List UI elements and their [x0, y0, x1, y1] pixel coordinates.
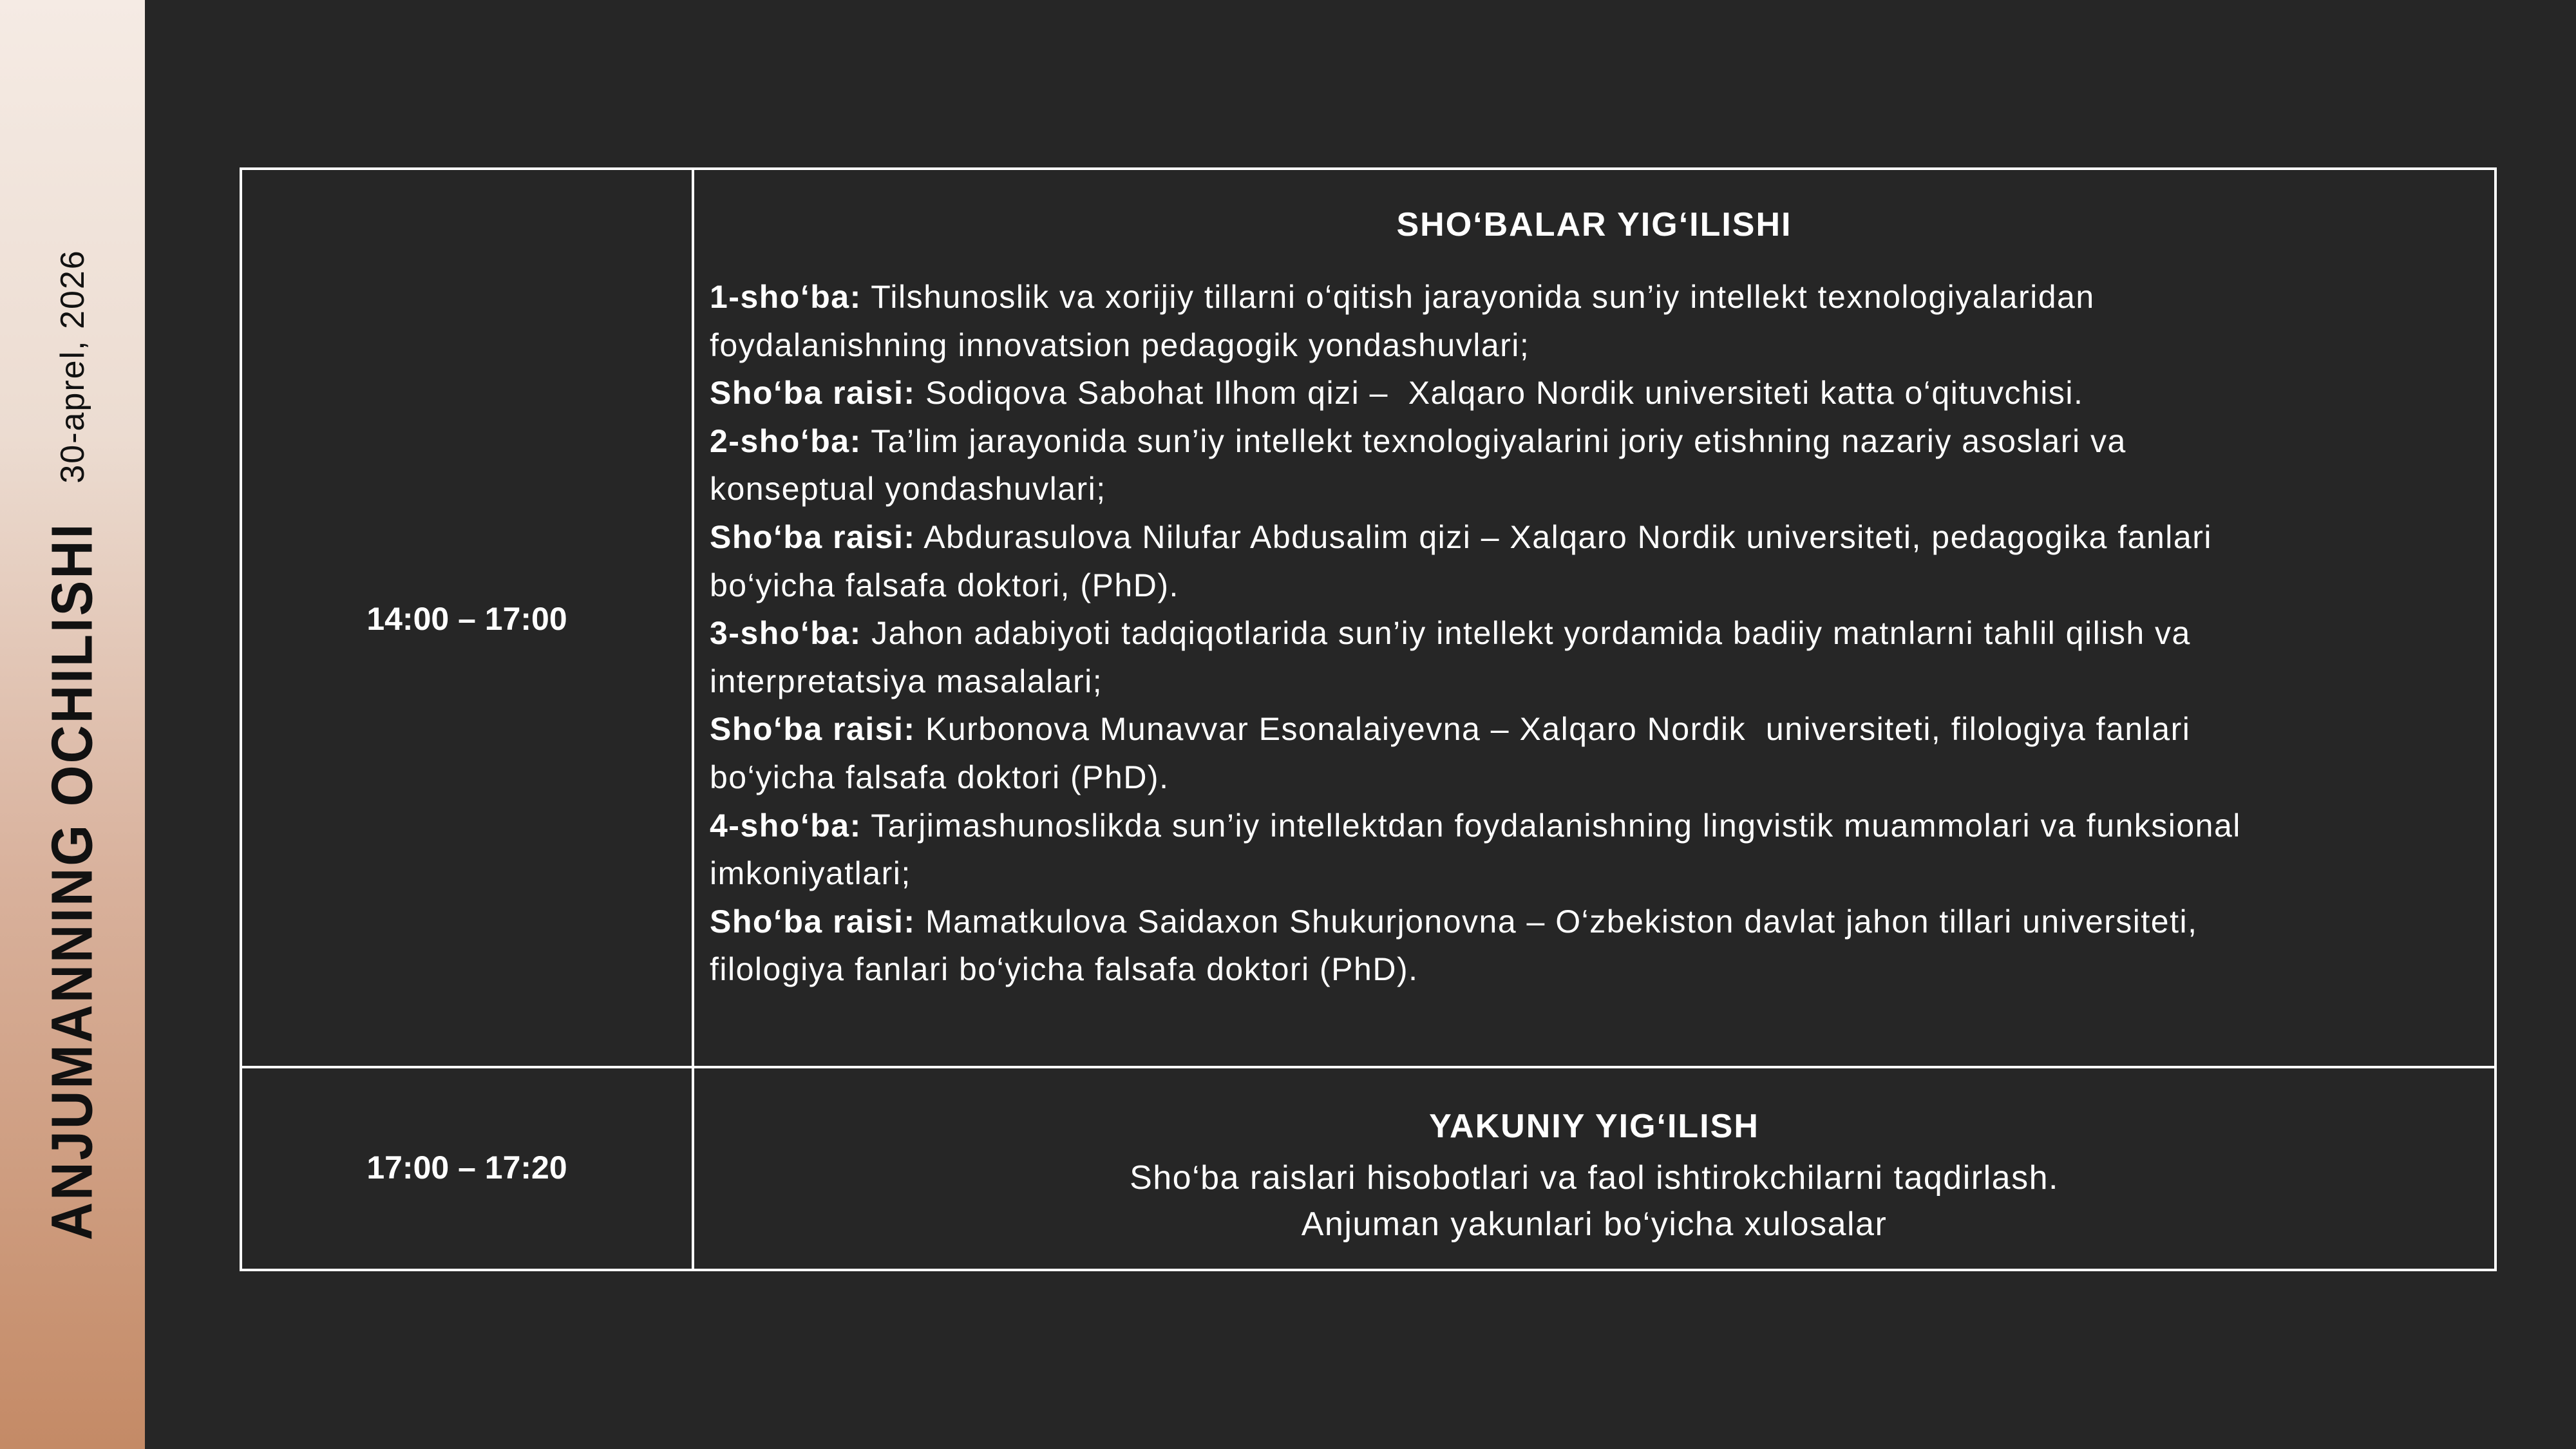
sidebar-vertical-text [0, 0, 145, 1449]
row1-heading: SHO‘BALAR YIG‘ILISHI [1396, 206, 1792, 243]
item-text-continued: foydalanishning innovatsion pedagogik yondashuvlari; [710, 327, 1530, 363]
row2-line1: Sho‘ba raislari hisobotlari va faol ishtirokchilarni taqdirlash. [1130, 1159, 2059, 1197]
list-item [710, 417, 2241, 466]
item-text-continued: interpretatsiya masalalari; [710, 663, 1103, 699]
list-item [710, 705, 2241, 753]
item-label: 4-sho‘ba: [710, 807, 862, 844]
row2-content [694, 1068, 2494, 1269]
list-item [710, 609, 2241, 658]
row2-time: 17:00 – 17:20 [366, 1150, 567, 1186]
list-item [710, 369, 2241, 417]
item-text: Sodiqova Sabohat Ilhom qizi – Xalqaro Nordik universiteti katta o‘qituvchisi. [915, 375, 2084, 412]
sidebar-title: ANJUMANNING OCHILISHI [39, 522, 105, 1240]
item-text-continued: bo‘yicha falsafa doktori (PhD). [710, 759, 1170, 795]
item-text: Abdurasulova Nilufar Abdusalim qizi – Xalqaro Nordik universiteti, pedagogika fanlari [915, 518, 2212, 555]
item-text: Tilshunoslik va xorijiy tillarni o‘qitish jarayonida sun’iy intellekt texnologiyalaridan [861, 279, 2095, 315]
item-label: Sho‘ba raisi: [710, 903, 916, 940]
item-text-continued: konseptual yondashuvlari; [710, 471, 1106, 507]
item-text: Kurbonova Munavvar Esonalaiyevna – Xalqaro Nordik universiteti, filologiya fanlari [915, 711, 2191, 748]
list-item [710, 273, 2241, 321]
list-item [710, 898, 2241, 946]
row2-heading: YAKUNIY YIG‘ILISH [1429, 1108, 1759, 1145]
schedule-table [240, 167, 2497, 1271]
sidebar-banner [0, 0, 145, 1449]
item-text: Ta’lim jarayonida sun’iy intellekt texnologiyalarini joriy etishning nazariy asoslari va [861, 422, 2126, 459]
item-label: 1-sho‘ba: [710, 279, 862, 315]
item-label: 3-sho‘ba: [710, 615, 862, 652]
item-text: Jahon adabiyoti tadqiqotlarida sun’iy intellekt yordamida badiiy matnlarni tahlil qilish va [861, 615, 2191, 652]
item-text: Tarjimashunoslikda sun’iy intellektdan foydalanishning lingvistik muammolari va funksional [861, 807, 2241, 844]
item-text-continued: imkoniyatlari; [710, 855, 911, 892]
section-list [710, 273, 2241, 994]
item-text-continued: bo‘yicha falsafa doktori, (PhD). [710, 567, 1179, 603]
item-text-continued: filologiya fanlari bo‘yicha falsafa doktori (PhD). [710, 951, 1419, 988]
item-label: Sho‘ba raisi: [710, 711, 916, 748]
row1-time: 14:00 – 17:00 [366, 601, 567, 637]
list-item [710, 513, 2241, 562]
row1-content [694, 170, 2494, 1066]
item-label: 2-sho‘ba: [710, 422, 862, 459]
list-item [710, 802, 2241, 850]
row2-line2: Anjuman yakunlari bo‘yicha xulosalar [1301, 1206, 1888, 1243]
item-text: Mamatkulova Saidaxon Shukurjonovna – O‘zbekiston davlat jahon tillari universiteti, [915, 903, 2198, 940]
item-label: Sho‘ba raisi: [710, 518, 916, 555]
sidebar-date: 30-aprel, 2026 [53, 249, 91, 484]
item-label: Sho‘ba raisi: [710, 375, 916, 412]
